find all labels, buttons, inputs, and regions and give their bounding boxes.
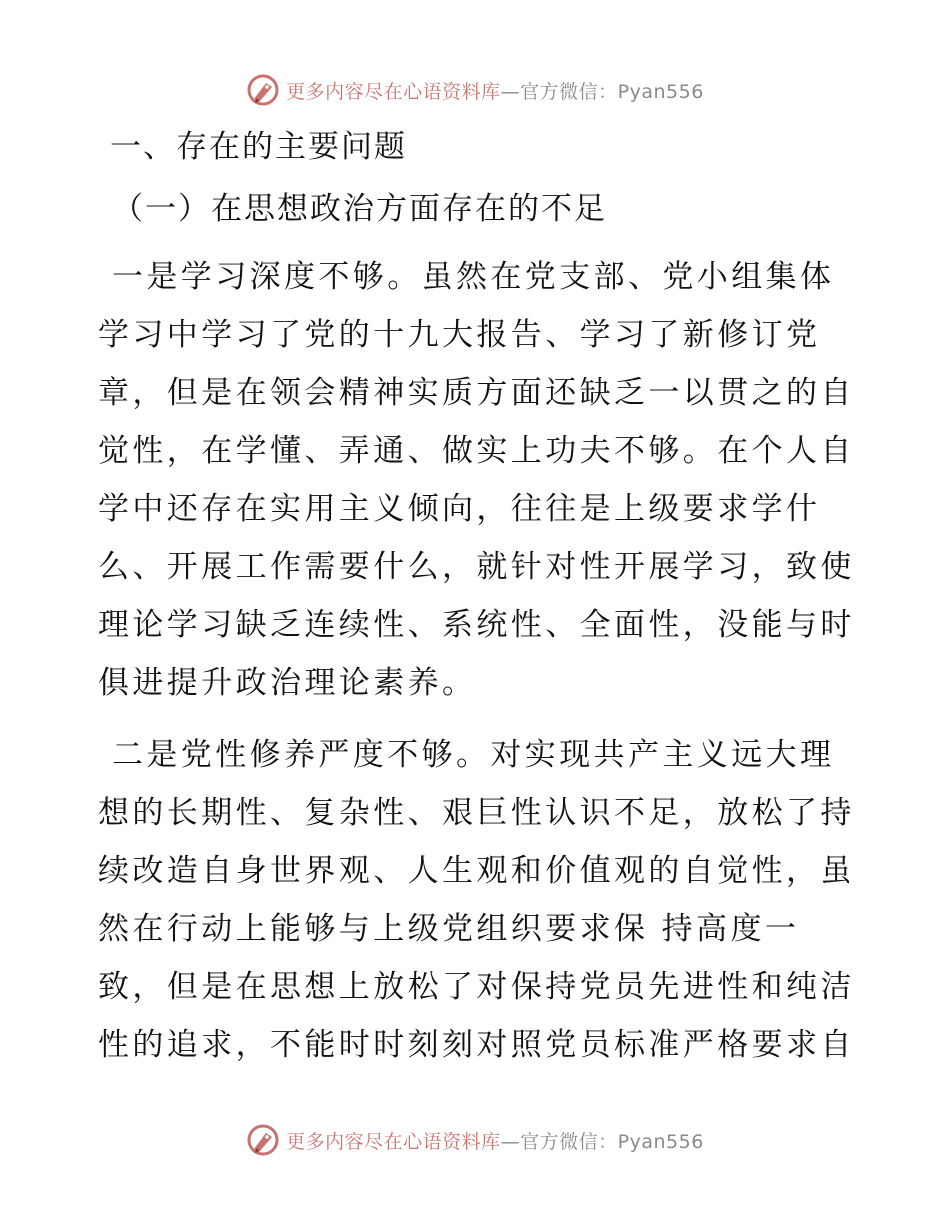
paragraph-line: 理论学习缺乏连续性、系统性、全面性，没能与时 — [98, 607, 855, 643]
paragraph-line: 学习中学习了党的十九大报告、学习了新修订党 — [98, 317, 821, 353]
paragraph-line: 觉性，在学懂、弄通、做实上功夫不够。在个人自 — [98, 433, 855, 469]
watermark-brand: 更多内容尽在心语资料库 — [286, 1130, 501, 1153]
paragraph-line: 续改造自身世界观、人生观和价值观的自觉性，虽 — [98, 853, 855, 889]
pen-nib-logo-icon — [246, 1123, 280, 1157]
watermark-footer — [0, 1120, 950, 1160]
paragraph-line: 致，但是在思想上放松了对保持党员先进性和纯洁 — [98, 969, 855, 1005]
document-body — [98, 118, 858, 1074]
subsection-heading: （一）在思想政治方面存在的不足 — [112, 191, 607, 227]
paragraph-line: 么、开展工作需要什么，就针对性开展学习，致使 — [98, 549, 855, 585]
paragraph-line: 章，但是在领会精神实质方面还缺乏一以贯之的自 — [98, 375, 855, 411]
watermark-text — [286, 77, 704, 104]
watermark-brand: 更多内容尽在心语资料库 — [286, 80, 501, 103]
watermark-wechat: 官方微信：Pyan556 — [520, 80, 704, 103]
watermark-text — [286, 1127, 704, 1154]
paragraph-party-spirit — [98, 726, 858, 1074]
paragraph-line: 一是学习深度不够。虽然在党支部、党小组集体 — [112, 259, 835, 295]
paragraph-line: 然在行动上能够与上级党组织要求保 持高度一 — [98, 911, 800, 947]
watermark-dash: — — [500, 80, 521, 103]
paragraph-line: 性的追求，不能时时刻刻对照党员标准严格要求自 — [98, 1027, 855, 1063]
section-heading: 一、存在的主要问题 — [110, 129, 407, 165]
watermark-dash: — — [500, 1130, 521, 1153]
paragraph-line: 俱进提升政治理论素养。 — [98, 665, 477, 701]
paragraph-line: 学中还存在实用主义倾向，往往是上级要求学什 — [98, 491, 821, 527]
watermark-wechat: 官方微信：Pyan556 — [520, 1130, 704, 1153]
paragraph-study-depth — [98, 248, 858, 712]
watermark-header — [0, 70, 950, 110]
paragraph-line: 二是党性修养严度不够。对实现共产主义远大理 — [112, 737, 835, 773]
paragraph-line: 想的长期性、复杂性、艰巨性认识不足，放松了持 — [98, 795, 855, 831]
pen-nib-logo-icon — [246, 73, 280, 107]
